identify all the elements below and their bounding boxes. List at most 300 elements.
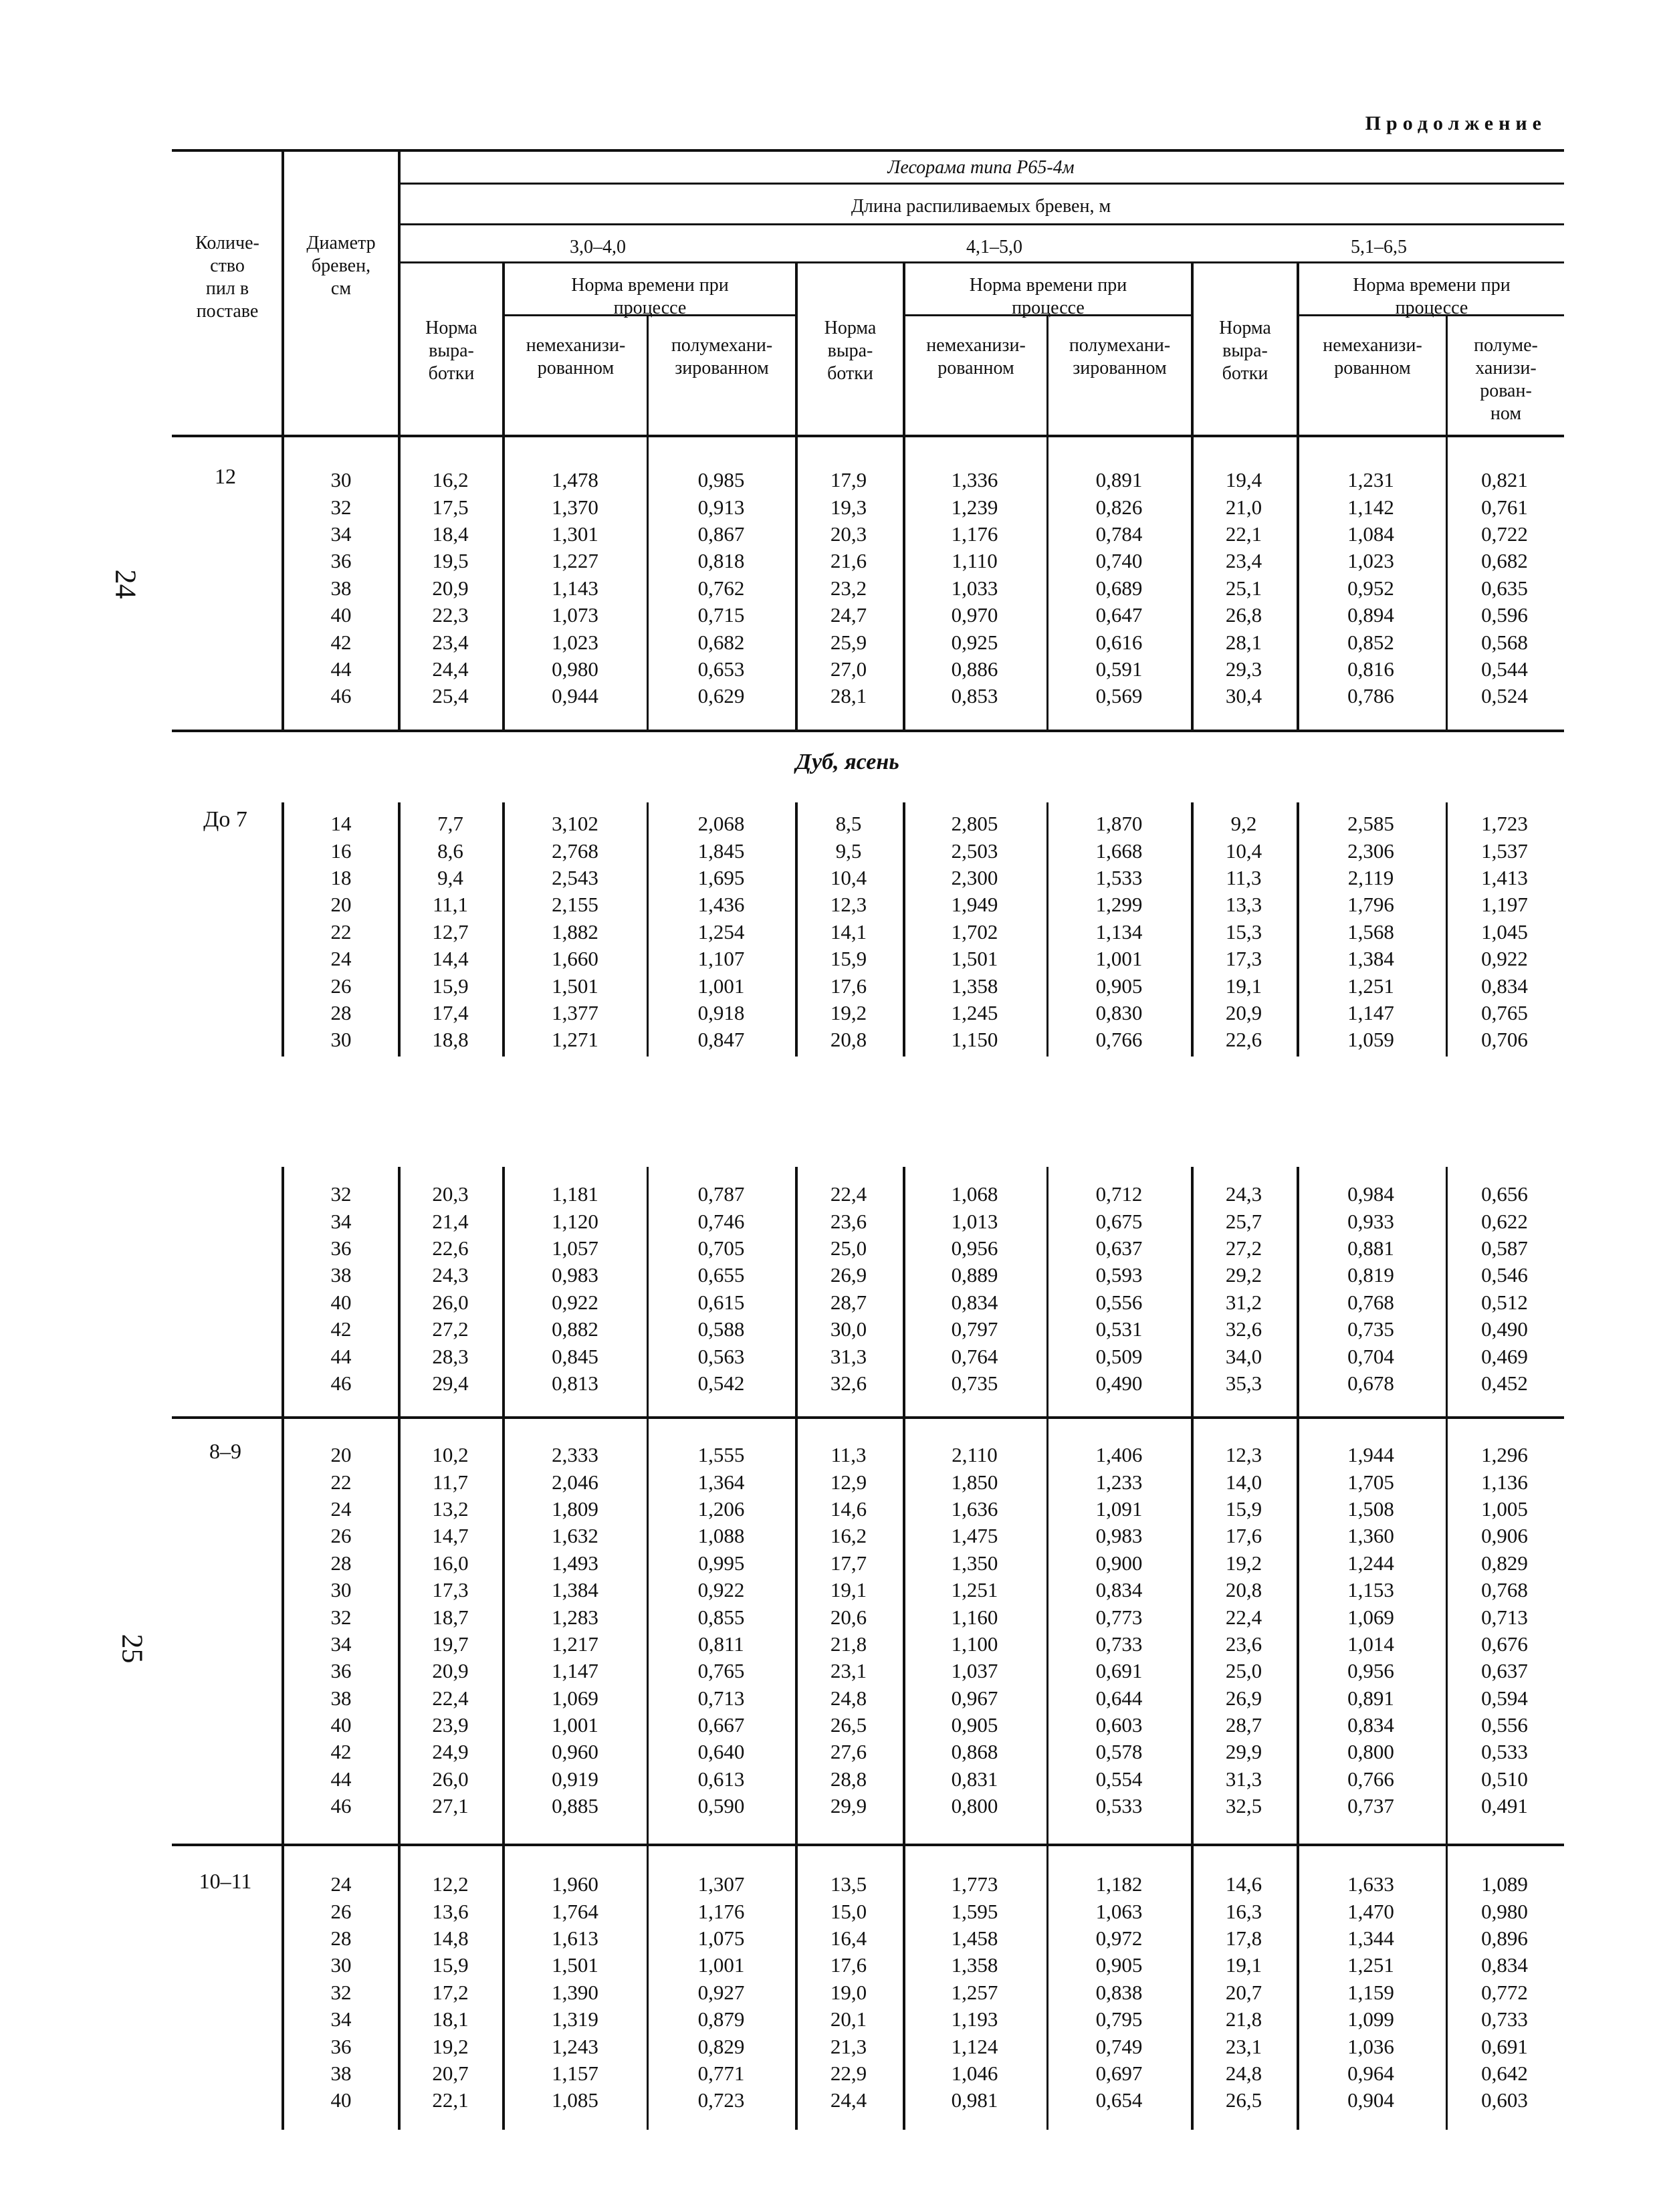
continuation-label: Продолжение <box>1365 112 1547 134</box>
header-rule-length <box>398 223 1564 225</box>
cell-output-3: 22,6 <box>1225 1028 1262 1052</box>
cell-output-2: 20,3 <box>830 522 867 546</box>
cell-diameter: 26 <box>330 974 352 998</box>
cell-nonmech-1: 0,980 <box>552 657 598 681</box>
cell-output-2: 25,0 <box>830 1236 867 1260</box>
cell-semimech-1: 0,542 <box>697 1371 745 1395</box>
cell-semimech-1: 0,762 <box>697 576 745 600</box>
cell-nonmech-3: 1,944 <box>1347 1443 1394 1467</box>
cell-output-3: 15,3 <box>1225 919 1262 944</box>
cell-output-2: 20,8 <box>830 1028 867 1052</box>
cell-output-3: 19,2 <box>1225 1551 1262 1575</box>
cell-semimech-3: 0,772 <box>1481 1980 1528 2004</box>
cell-semimech-2: 0,603 <box>1095 1713 1143 1737</box>
table-row <box>284 493 1564 520</box>
cell-output-3: 26,8 <box>1225 603 1262 627</box>
cell-diameter: 20 <box>330 1443 352 1467</box>
cell-nonmech-2: 1,475 <box>951 1524 998 1548</box>
cell-diameter: 44 <box>330 1767 352 1791</box>
cell-semimech-1: 0,867 <box>697 522 745 546</box>
header-range-1: 3,0–4,0 <box>570 237 626 257</box>
cell-nonmech-3: 1,360 <box>1347 1524 1394 1548</box>
cell-nonmech-1: 1,057 <box>552 1236 598 1260</box>
cell-semimech-1: 0,590 <box>697 1794 745 1818</box>
cell-diameter: 36 <box>330 1659 352 1683</box>
cell-output-3: 28,7 <box>1225 1713 1262 1737</box>
cell-nonmech-2: 1,949 <box>951 893 998 917</box>
cell-output-3: 16,3 <box>1225 1899 1262 1923</box>
cell-output-1: 21,4 <box>432 1209 469 1233</box>
cell-nonmech-3: 1,036 <box>1347 2034 1394 2058</box>
cell-semimech-1: 0,653 <box>697 657 745 681</box>
cell-output-2: 25,9 <box>830 630 867 654</box>
cell-semimech-3: 0,656 <box>1481 1182 1528 1206</box>
cell-nonmech-3: 0,894 <box>1347 603 1394 627</box>
cell-output-3: 20,9 <box>1225 1000 1262 1024</box>
cell-nonmech-3: 1,796 <box>1347 893 1394 917</box>
cell-semimech-1: 0,922 <box>697 1578 745 1602</box>
cell-output-2: 16,4 <box>830 1926 867 1950</box>
cell-semimech-3: 0,676 <box>1481 1632 1528 1656</box>
cell-semimech-1: 0,723 <box>697 2088 745 2112</box>
cell-nonmech-2: 0,970 <box>951 603 998 627</box>
cell-nonmech-1: 0,885 <box>552 1794 598 1818</box>
cell-nonmech-1: 1,377 <box>552 1000 598 1024</box>
cell-semimech-1: 1,845 <box>697 839 745 863</box>
cell-nonmech-2: 1,245 <box>951 1000 998 1024</box>
cell-semimech-2: 1,533 <box>1095 865 1143 889</box>
cell-nonmech-3: 0,816 <box>1347 657 1394 681</box>
cell-output-3: 25,1 <box>1225 576 1262 600</box>
cell-nonmech-1: 0,882 <box>552 1317 598 1341</box>
cell-nonmech-1: 1,001 <box>552 1713 598 1737</box>
cell-nonmech-1: 1,478 <box>552 468 598 492</box>
cell-semimech-3: 0,510 <box>1481 1767 1528 1791</box>
cell-output-3: 17,6 <box>1225 1524 1262 1548</box>
cell-semimech-1: 1,001 <box>697 974 745 998</box>
cell-semimech-2: 0,830 <box>1095 1000 1143 1024</box>
cell-nonmech-1: 1,960 <box>552 1872 598 1896</box>
cell-semimech-2: 0,569 <box>1095 684 1143 708</box>
header-nonmech-3: немеханизи- рованном <box>1323 335 1422 378</box>
cell-nonmech-1: 1,301 <box>552 522 598 546</box>
cell-semimech-2: 0,531 <box>1095 1317 1143 1341</box>
cell-semimech-3: 0,980 <box>1481 1899 1528 1923</box>
cell-output-1: 24,9 <box>432 1740 469 1764</box>
cell-nonmech-3: 1,244 <box>1347 1551 1394 1575</box>
data-block-10-11 <box>284 1871 1564 2114</box>
cell-semimech-1: 1,307 <box>697 1872 745 1896</box>
cell-output-3: 23,1 <box>1225 2034 1262 2058</box>
header-rule-ranges <box>398 261 1564 263</box>
cell-semimech-2: 0,675 <box>1095 1209 1143 1233</box>
cell-semimech-1: 1,436 <box>697 893 745 917</box>
cell-output-1: 8,6 <box>437 839 463 863</box>
cell-semimech-3: 1,723 <box>1481 812 1528 836</box>
cell-output-3: 26,9 <box>1225 1686 1262 1710</box>
cell-semimech-2: 0,795 <box>1095 2007 1143 2031</box>
cell-output-3: 32,6 <box>1225 1317 1262 1341</box>
block-separator <box>172 1416 1564 1419</box>
cell-diameter: 24 <box>330 947 352 971</box>
cell-nonmech-2: 1,193 <box>951 2007 998 2031</box>
cell-output-3: 24,3 <box>1225 1182 1262 1206</box>
cell-diameter: 38 <box>330 1686 352 1710</box>
table-row <box>284 602 1564 629</box>
cell-output-3: 14,0 <box>1225 1470 1262 1494</box>
cell-nonmech-3: 1,023 <box>1347 549 1394 573</box>
cell-nonmech-2: 1,850 <box>951 1470 998 1494</box>
cell-output-3: 34,0 <box>1225 1344 1262 1368</box>
table-row <box>284 1289 1564 1316</box>
cell-output-1: 9,4 <box>437 865 463 889</box>
cell-output-2: 19,0 <box>830 1980 867 2004</box>
cell-nonmech-1: 1,882 <box>552 919 598 944</box>
cell-semimech-2: 1,406 <box>1095 1443 1143 1467</box>
header-top-rule <box>172 149 1564 152</box>
cell-nonmech-3: 1,059 <box>1347 1028 1394 1052</box>
cell-output-3: 15,9 <box>1225 1497 1262 1521</box>
cell-nonmech-3: 1,344 <box>1347 1926 1394 1950</box>
cell-nonmech-1: 1,147 <box>552 1659 598 1683</box>
cell-semimech-2: 0,834 <box>1095 1578 1143 1602</box>
cell-diameter: 38 <box>330 2061 352 2085</box>
cell-nonmech-3: 0,891 <box>1347 1686 1394 1710</box>
cell-semimech-3: 0,834 <box>1481 1953 1528 1977</box>
block-separator <box>172 730 1564 732</box>
cell-semimech-2: 1,668 <box>1095 839 1143 863</box>
cell-semimech-3: 0,544 <box>1481 657 1528 681</box>
cell-output-1: 27,2 <box>432 1317 469 1341</box>
cell-nonmech-3: 0,952 <box>1347 576 1394 600</box>
cell-semimech-3: 1,089 <box>1481 1872 1528 1896</box>
table-row <box>284 837 1564 864</box>
cell-semimech-3: 1,413 <box>1481 865 1528 889</box>
cell-output-2: 21,3 <box>830 2034 867 2058</box>
cell-output-1: 11,1 <box>432 893 469 917</box>
table-row <box>284 1979 1564 2006</box>
cell-nonmech-1: 1,390 <box>552 1980 598 2004</box>
cell-output-1: 12,2 <box>432 1872 469 1896</box>
table-row <box>284 1235 1564 1262</box>
header-nonmech-1: немеханизи- рованном <box>526 335 626 378</box>
cell-diameter: 34 <box>330 522 352 546</box>
cell-output-2: 17,6 <box>830 974 867 998</box>
cell-nonmech-2: 1,595 <box>951 1899 998 1923</box>
group-label: 8–9 <box>209 1439 241 1463</box>
cell-semimech-3: 0,594 <box>1481 1686 1528 1710</box>
cell-output-2: 21,8 <box>830 1632 867 1656</box>
cell-output-1: 18,1 <box>432 2007 469 2031</box>
cell-output-1: 23,9 <box>432 1713 469 1737</box>
cell-nonmech-2: 0,889 <box>951 1263 998 1287</box>
cell-diameter: 24 <box>330 1872 352 1896</box>
header-norm-output-1: Норма выра- ботки <box>425 318 477 384</box>
cell-semimech-1: 0,818 <box>697 549 745 573</box>
cell-output-1: 26,0 <box>432 1767 469 1791</box>
cell-nonmech-2: 1,702 <box>951 919 998 944</box>
cell-nonmech-3: 1,633 <box>1347 1872 1394 1896</box>
cell-semimech-3: 0,761 <box>1481 495 1528 519</box>
cell-output-3: 10,4 <box>1225 839 1262 863</box>
cell-output-3: 20,8 <box>1225 1578 1262 1602</box>
cell-nonmech-3: 0,786 <box>1347 684 1394 708</box>
cell-diameter: 38 <box>330 1263 352 1287</box>
cell-nonmech-1: 0,845 <box>552 1344 598 1368</box>
cell-output-3: 24,8 <box>1225 2061 1262 2085</box>
table-row <box>284 467 1564 493</box>
cell-output-2: 24,8 <box>830 1686 867 1710</box>
cell-output-1: 17,3 <box>432 1578 469 1602</box>
cell-semimech-1: 0,588 <box>697 1317 745 1341</box>
cell-semimech-3: 0,682 <box>1481 549 1528 573</box>
cell-semimech-3: 0,765 <box>1481 1000 1528 1024</box>
table-row <box>284 1181 1564 1208</box>
cell-nonmech-1: 1,384 <box>552 1578 598 1602</box>
cell-output-2: 26,5 <box>830 1713 867 1737</box>
cell-nonmech-2: 0,834 <box>951 1290 998 1314</box>
cell-semimech-2: 0,891 <box>1095 468 1143 492</box>
header-vrule-2 <box>398 149 401 437</box>
cell-semimech-1: 0,765 <box>697 1659 745 1683</box>
cell-output-3: 19,4 <box>1225 468 1262 492</box>
cell-semimech-3: 0,568 <box>1481 630 1528 654</box>
cell-nonmech-3: 1,084 <box>1347 522 1394 546</box>
cell-semimech-2: 0,733 <box>1095 1632 1143 1656</box>
cell-output-1: 19,2 <box>432 2034 469 2058</box>
cell-nonmech-2: 1,636 <box>951 1497 998 1521</box>
cell-nonmech-1: 1,271 <box>552 1028 598 1052</box>
cell-output-3: 11,3 <box>1226 865 1262 889</box>
section-title: Дуб, ясень <box>796 750 899 774</box>
cell-diameter: 32 <box>330 1980 352 2004</box>
cell-nonmech-1: 0,960 <box>552 1740 598 1764</box>
cell-semimech-3: 0,733 <box>1481 2007 1528 2031</box>
cell-semimech-3: 0,452 <box>1481 1371 1528 1395</box>
cell-semimech-1: 0,613 <box>697 1767 745 1791</box>
cell-output-3: 26,5 <box>1225 2088 1262 2112</box>
cell-nonmech-1: 2,333 <box>552 1443 598 1467</box>
cell-output-1: 13,2 <box>432 1497 469 1521</box>
cell-nonmech-2: 1,773 <box>951 1872 998 1896</box>
table-row <box>284 1442 1564 1468</box>
cell-semimech-3: 0,533 <box>1481 1740 1528 1764</box>
table-row <box>284 1631 1564 1658</box>
cell-nonmech-3: 1,470 <box>1347 1899 1394 1923</box>
cell-output-2: 31,3 <box>830 1344 867 1368</box>
cell-nonmech-3: 1,153 <box>1347 1578 1394 1602</box>
cell-output-1: 14,4 <box>432 947 469 971</box>
table-row <box>284 1343 1564 1369</box>
cell-semimech-2: 0,691 <box>1095 1659 1143 1683</box>
cell-nonmech-3: 1,251 <box>1347 1953 1394 1977</box>
cell-diameter: 28 <box>330 1926 352 1950</box>
cell-output-2: 28,8 <box>830 1767 867 1791</box>
cell-semimech-3: 0,603 <box>1481 2088 1528 2112</box>
cell-output-2: 23,1 <box>830 1659 867 1683</box>
header-length-caption: Длина распиливаемых бревен, м <box>851 196 1111 217</box>
cell-semimech-2: 0,697 <box>1095 2061 1143 2085</box>
cell-semimech-1: 0,655 <box>697 1263 745 1287</box>
cell-semimech-2: 0,556 <box>1095 1290 1143 1314</box>
cell-output-1: 14,7 <box>432 1524 469 1548</box>
cell-semimech-1: 1,206 <box>697 1497 745 1521</box>
cell-output-1: 10,2 <box>432 1443 469 1467</box>
cell-semimech-1: 0,847 <box>697 1028 745 1052</box>
table-row <box>284 1370 1564 1397</box>
cell-nonmech-3: 2,306 <box>1347 839 1394 863</box>
cell-output-1: 13,6 <box>432 1899 469 1923</box>
cell-output-3: 21,0 <box>1225 495 1262 519</box>
cell-output-3: 23,4 <box>1225 549 1262 573</box>
cell-semimech-1: 1,364 <box>697 1470 745 1494</box>
cell-nonmech-2: 1,160 <box>951 1605 998 1629</box>
cell-nonmech-1: 1,501 <box>552 974 598 998</box>
cell-output-1: 18,8 <box>432 1028 469 1052</box>
cell-output-2: 10,4 <box>830 865 867 889</box>
cell-nonmech-2: 2,300 <box>951 865 998 889</box>
table-row <box>284 810 1564 837</box>
table-row <box>284 1898 1564 1924</box>
cell-output-1: 24,3 <box>432 1263 469 1287</box>
cell-output-3: 28,1 <box>1225 630 1262 654</box>
cell-output-1: 20,9 <box>432 1659 469 1683</box>
cell-diameter: 34 <box>330 1632 352 1656</box>
cell-semimech-2: 0,784 <box>1095 522 1143 546</box>
cell-output-1: 19,5 <box>432 549 469 573</box>
cell-output-3: 25,7 <box>1225 1209 1262 1233</box>
cell-nonmech-3: 1,159 <box>1347 1980 1394 2004</box>
header-col-saws: Количе- ство пил в поставе <box>195 233 259 322</box>
cell-diameter: 16 <box>330 839 352 863</box>
cell-nonmech-1: 1,181 <box>552 1182 598 1206</box>
cell-output-2: 11,3 <box>831 1443 867 1467</box>
data-block-12 <box>284 467 1564 710</box>
table-row <box>284 2006 1564 2033</box>
header-bottom-rule <box>172 435 1564 437</box>
cell-nonmech-2: 1,068 <box>951 1182 998 1206</box>
cell-output-2: 27,0 <box>830 657 867 681</box>
table-row <box>284 1712 1564 1739</box>
cell-output-2: 19,1 <box>830 1578 867 1602</box>
cell-diameter: 18 <box>330 865 352 889</box>
cell-semimech-3: 0,691 <box>1481 2034 1528 2058</box>
cell-nonmech-3: 0,834 <box>1347 1713 1394 1737</box>
data-block-up-to-7 <box>284 810 1564 1054</box>
cell-nonmech-2: 1,013 <box>951 1209 998 1233</box>
cell-diameter: 30 <box>330 1578 352 1602</box>
cell-semimech-1: 0,918 <box>697 1000 745 1024</box>
cell-semimech-2: 1,182 <box>1095 1872 1143 1896</box>
cell-diameter: 24 <box>330 1497 352 1521</box>
cell-diameter: 42 <box>330 1740 352 1764</box>
cell-output-1: 28,3 <box>432 1344 469 1368</box>
cell-nonmech-1: 1,217 <box>552 1632 598 1656</box>
cell-output-1: 22,4 <box>432 1686 469 1710</box>
cell-output-1: 22,6 <box>432 1236 469 1260</box>
cell-nonmech-3: 0,766 <box>1347 1767 1394 1791</box>
table-row <box>284 1603 1564 1630</box>
cell-semimech-3: 0,622 <box>1481 1209 1528 1233</box>
cell-nonmech-3: 1,142 <box>1347 495 1394 519</box>
cell-semimech-3: 0,491 <box>1481 1794 1528 1818</box>
cell-nonmech-3: 0,956 <box>1347 1659 1394 1683</box>
cell-output-2: 27,6 <box>830 1740 867 1764</box>
cell-nonmech-2: 0,981 <box>951 2088 998 2112</box>
cell-output-2: 14,1 <box>830 919 867 944</box>
cell-semimech-2: 0,689 <box>1095 576 1143 600</box>
cell-semimech-3: 0,922 <box>1481 947 1528 971</box>
cell-diameter: 36 <box>330 1236 352 1260</box>
header-time-norm-1: Норма времени при процессе <box>571 275 729 318</box>
table-row <box>284 1658 1564 1684</box>
cell-semimech-2: 1,134 <box>1095 919 1143 944</box>
cell-output-2: 28,1 <box>830 684 867 708</box>
cell-nonmech-1: 1,370 <box>552 495 598 519</box>
table-row <box>284 656 1564 683</box>
cell-diameter: 44 <box>330 1344 352 1368</box>
cell-output-3: 22,1 <box>1225 522 1262 546</box>
cell-nonmech-1: 1,069 <box>552 1686 598 1710</box>
cell-semimech-2: 0,644 <box>1095 1686 1143 1710</box>
cell-semimech-2: 0,637 <box>1095 1236 1143 1260</box>
cell-semimech-2: 0,712 <box>1095 1182 1143 1206</box>
cell-semimech-1: 2,068 <box>697 812 745 836</box>
cell-output-2: 17,6 <box>830 1953 867 1977</box>
cell-nonmech-3: 1,508 <box>1347 1497 1394 1521</box>
cell-nonmech-1: 1,283 <box>552 1605 598 1629</box>
cell-nonmech-2: 1,251 <box>951 1578 998 1602</box>
cell-output-1: 27,1 <box>432 1794 469 1818</box>
header-norm-output-2: Норма выра- ботки <box>824 318 877 384</box>
cell-nonmech-2: 0,905 <box>951 1713 998 1737</box>
cell-nonmech-2: 0,886 <box>951 657 998 681</box>
cell-semimech-3: 0,637 <box>1481 1659 1528 1683</box>
table-row <box>284 2060 1564 2087</box>
cell-semimech-3: 0,587 <box>1481 1236 1528 1260</box>
cell-nonmech-3: 0,735 <box>1347 1317 1394 1341</box>
table-row <box>284 1685 1564 1712</box>
cell-nonmech-2: 0,735 <box>951 1371 998 1395</box>
cell-semimech-3: 1,296 <box>1481 1443 1528 1467</box>
cell-output-2: 23,6 <box>830 1209 867 1233</box>
table-row <box>284 548 1564 574</box>
cell-semimech-3: 0,524 <box>1481 684 1528 708</box>
cell-nonmech-2: 1,257 <box>951 1980 998 2004</box>
cell-output-3: 25,0 <box>1225 1659 1262 1683</box>
table-row <box>284 575 1564 602</box>
cell-semimech-3: 0,556 <box>1481 1713 1528 1737</box>
table-row <box>284 1793 1564 1819</box>
cell-output-1: 18,7 <box>432 1605 469 1629</box>
cell-semimech-1: 0,855 <box>697 1605 745 1629</box>
header-machine: Лесорама типа Р65-4м <box>887 157 1075 178</box>
cell-diameter: 22 <box>330 919 352 944</box>
cell-nonmech-1: 1,073 <box>552 603 598 627</box>
cell-output-1: 15,9 <box>432 1953 469 1977</box>
cell-diameter: 40 <box>330 1713 352 1737</box>
block-separator <box>172 1844 1564 1846</box>
table-row <box>284 683 1564 709</box>
cell-diameter: 22 <box>330 1470 352 1494</box>
cell-semimech-1: 0,682 <box>697 630 745 654</box>
cell-semimech-2: 1,299 <box>1095 893 1143 917</box>
cell-semimech-2: 0,654 <box>1095 2088 1143 2112</box>
cell-semimech-1: 0,927 <box>697 1980 745 2004</box>
cell-semimech-2: 0,490 <box>1095 1371 1143 1395</box>
cell-output-2: 24,7 <box>830 603 867 627</box>
cell-semimech-3: 0,469 <box>1481 1344 1528 1368</box>
